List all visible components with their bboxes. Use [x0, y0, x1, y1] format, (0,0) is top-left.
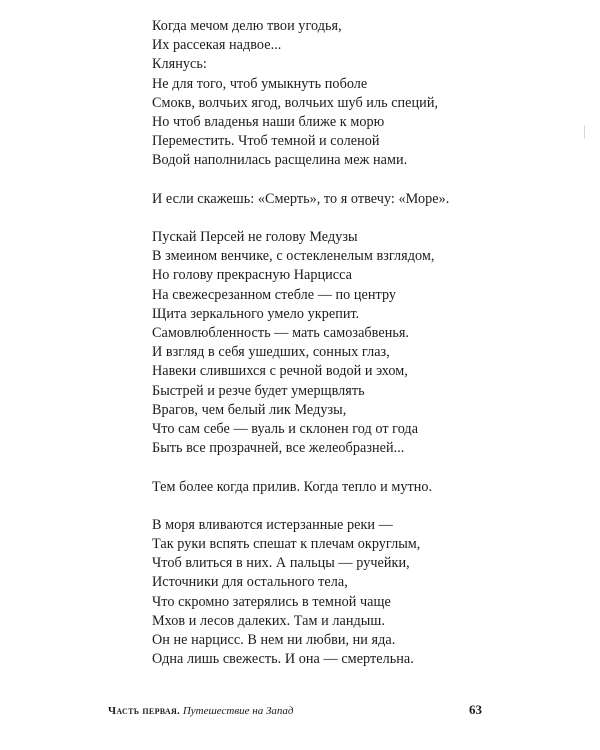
poem-line: В моря вливаются истерзанные реки — [152, 516, 393, 533]
poem-body [152, 17, 482, 669]
poem-line: Быть все прозрачней, все желеобразней... [152, 440, 405, 457]
section-title: Путешествие на Запад [182, 705, 294, 717]
poem-line: Клянусь: [152, 56, 207, 73]
poem-line: Водой наполнилась расщелина меж нами. [152, 152, 408, 169]
page-footer [108, 703, 488, 719]
poem-line: Пускай Персей не голову Медузы [152, 229, 358, 246]
poem-line: Он не нарцисс. В нем ни любви, ни яда. [152, 632, 396, 648]
running-head [108, 703, 294, 719]
stanza-break [152, 171, 482, 190]
poem-line: На свежесрезанном стебле — по центру [152, 286, 397, 303]
poem-line: Но голову прекрасную Нарцисса [152, 267, 353, 284]
poem-line: Что сам себе — вуаль и склонен год от года [152, 420, 419, 437]
poem-line: Мхов и лесов далеких. Там и ландыш. [152, 612, 385, 629]
poem-line: Но чтоб владенья наши ближе к морю [152, 113, 385, 130]
stanza-break [152, 497, 482, 516]
stanza-break [152, 209, 482, 228]
poem-line: Переместить. Чтоб темной и соленой [152, 133, 380, 150]
poem-line: Тем более когда прилив. Когда тепло и мутно. [152, 478, 433, 495]
poem-line: Источники для остального тела, [152, 574, 348, 591]
poem-line: Врагов, чем белый лик Медузы, [152, 401, 347, 418]
poem-line: Не для того, чтоб умыкнуть поболе [152, 75, 368, 92]
poem-line: Щита зеркального умело укрепит. [152, 305, 360, 322]
poem-line: Одна лишь свежесть. И она — смертельна. [152, 651, 414, 668]
poem-line: Чтоб влиться в них. А пальцы — ручейки, [152, 555, 410, 572]
poem-line: И взгляд в себя ушедших, сонных глаз, [152, 344, 390, 361]
poem-line: В змеином венчике, с остекленелым взглядом, [152, 248, 435, 265]
poem-line: Быстрей и резче будет умерщвлять [152, 382, 365, 399]
poem-line: Смокв, волчьих ягод, волчьих шуб иль специй, [152, 94, 439, 111]
page-edge-mark [584, 125, 585, 139]
poem-line: И если скажешь: «Смерть», то я отвечу: «Море». [152, 190, 450, 207]
poem-line: Что скромно затерялись в темной чаще [152, 593, 391, 610]
poem-line: Когда мечом делю твои угодья, [152, 18, 342, 34]
part-label: Часть первая. [108, 705, 181, 717]
stanza-break [152, 458, 482, 477]
poem-line: Их рассекая надвое... [152, 37, 282, 54]
poem-line: Так руки вспять спешат к плечам округлым, [152, 536, 421, 553]
poem-line: Самовлюбленность — мать самозабвенья. [152, 325, 410, 341]
page-number: 63 [469, 702, 482, 717]
poem-line: Навеки слившихся с речной водой и эхом, [152, 363, 408, 380]
